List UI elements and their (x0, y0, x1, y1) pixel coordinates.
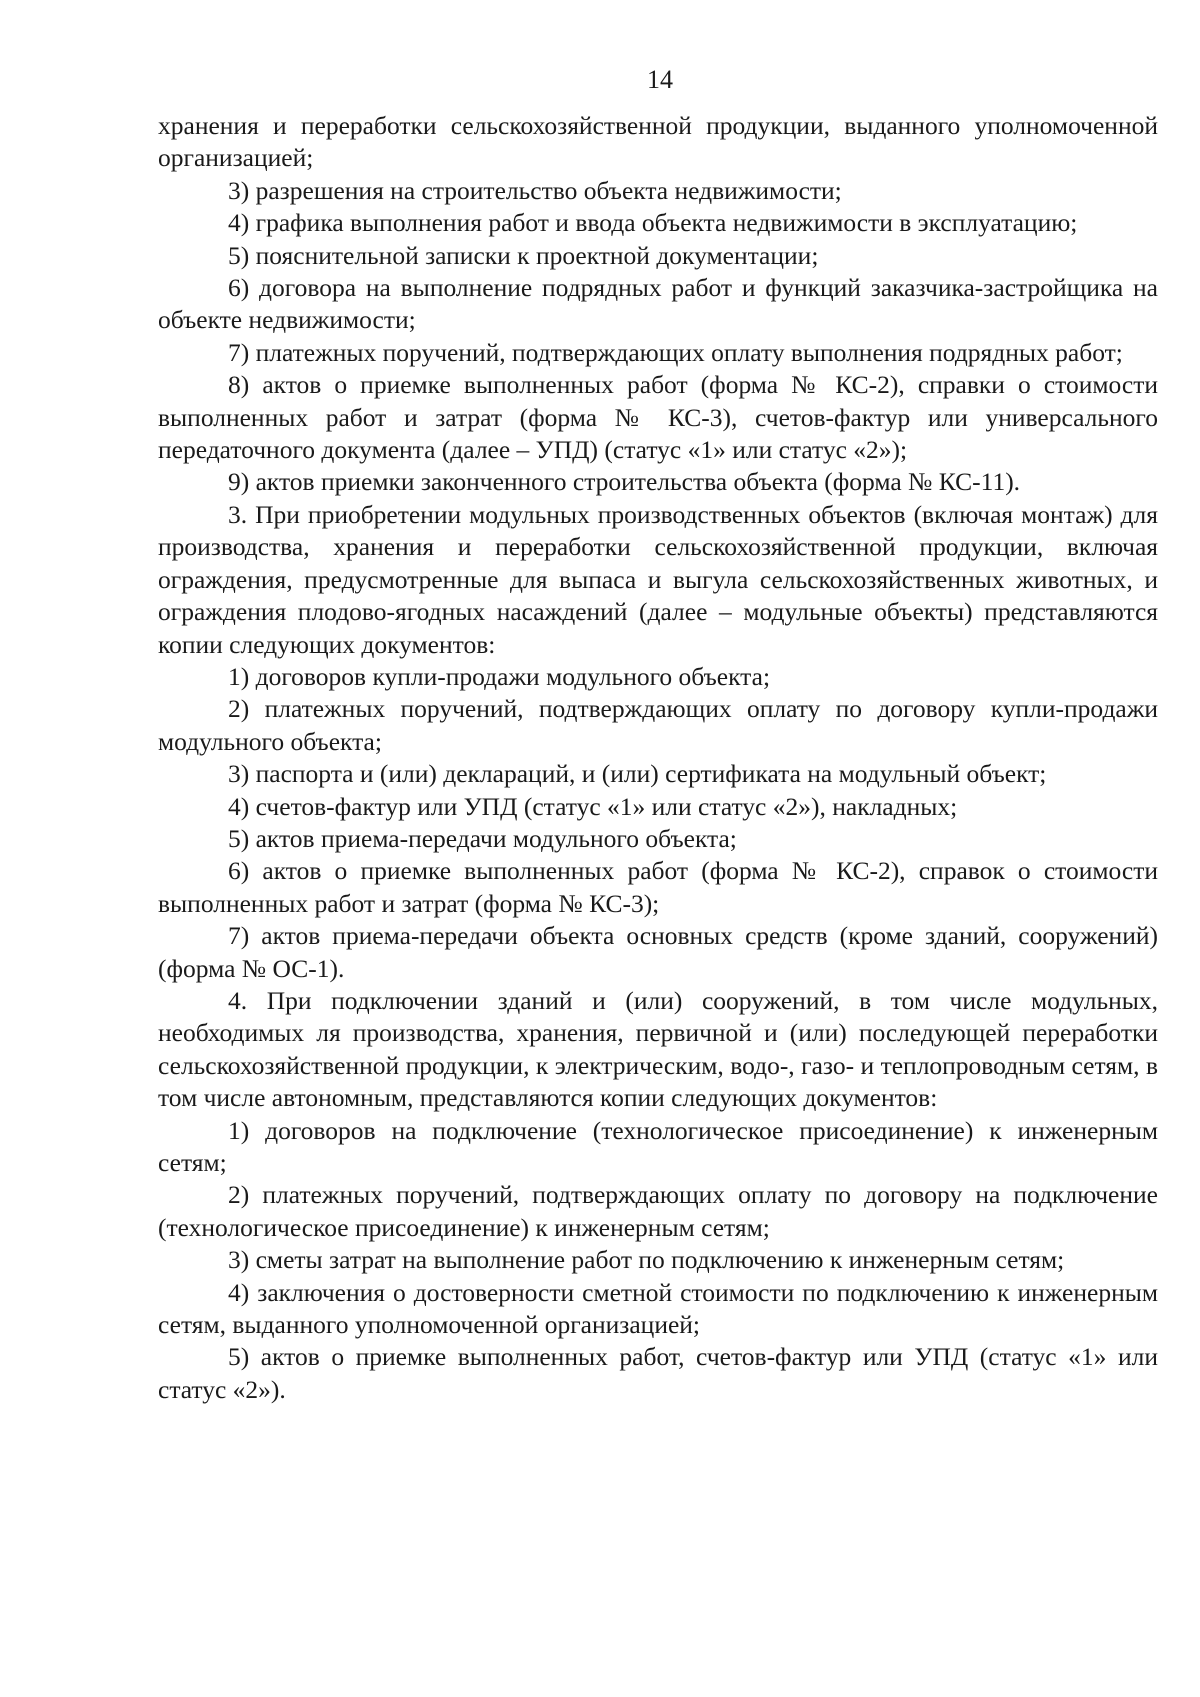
list-item-final-acts: 5) актов о приемке выполненных работ, счетов-фактур или УПД (статус «1» или статус «2»). (158, 1342, 1158, 1404)
page-number: 14 (647, 65, 673, 94)
list-item-passport: 3) паспорта и (или) деклараций, и (или) сертификата на модульный объект; (228, 759, 1047, 789)
list-item-cost-estimate: 3) сметы затрат на выполнение работ по подключению к инженерным сетям; (228, 1245, 1065, 1275)
list-item-explanatory-note: 5) пояснительной записки к проектной документации; (228, 240, 819, 270)
list-item-sale-payment-orders: 2) платежных поручений, подтверждающих оплату по договору купли-продажи модульного объекта; (158, 694, 1158, 756)
list-item-sale-contracts: 1) договоров купли-продажи модульного объекта; (228, 661, 771, 691)
list-item-construction-permit: 3) разрешения на строительство объекта недвижимости; (228, 175, 842, 205)
list-item-work-schedule: 4) графика выполнения работ и ввода объекта недвижимости в эксплуатацию; (228, 208, 1078, 238)
list-item-completion-acts: 9) актов приемки законченного строительства объекта (форма № КС-11). (228, 467, 1021, 497)
section-4-heading: 4. При подключении зданий и (или) сооружений, в том числе модульных, необходимых ля производства, хранения, первичной и (или) последующей переработки сельскохозяйственной продукции, к электрическим, водо-, газо- и теплопроводным сетям, в том числе автономным, представляются копии следующих документов: (158, 985, 1158, 1113)
list-item-payment-orders: 7) платежных поручений, подтверждающих оплату выполнения подрядных работ; (228, 337, 1123, 367)
list-item-connection-contracts: 1) договоров на подключение (технологическое присоединение) к инженерным сетям; (158, 1115, 1158, 1177)
list-item-connection-payments: 2) платежных поручений, подтверждающих оплату по договору на подключение (технологическое присоединение) к инженерным сетям; (158, 1180, 1158, 1242)
section-3-heading: 3. При приобретении модульных производственных объектов (включая монтаж) для производства, хранения и переработки сельскохозяйственной продукции, включая ограждения, предусмотренные для выпаса и выгула сельскохозяйственных животных, и ограждения плодово-ягодных насаждений (далее – модульные объекты) представляются копии следующих документов: (158, 499, 1158, 659)
list-item-estimate-conclusion: 4) заключения о достоверности сметной стоимости по подключению к инженерным сетям, выданного уполномоченной организацией; (158, 1277, 1158, 1340)
paragraph-continuation: хранения и переработки сельскохозяйственной продукции, выданного уполномоченной организацией; (158, 111, 1158, 173)
list-item-acceptance-acts: 8) актов о приемке выполненных работ (форма № КС-2), справки о стоимости выполненных работ и затрат (форма № КС-3), счетов-фактур или универсального передаточного документа (далее – УПД) (статус «1» или статус «2»); (158, 370, 1158, 465)
list-item-invoices: 4) счетов-фактур или УПД (статус «1» или статус «2»), накладных; (228, 791, 958, 821)
list-item-contract: 6) договора на выполнение подрядных работ и функций заказчика-застройщика на объекте недвижимости; (158, 273, 1158, 335)
list-item-transfer-acts: 5) актов приема-передачи модульного объекта; (228, 823, 737, 853)
list-item-ks2-ks3: 6) актов о приемке выполненных работ (форма № КС-2), справок о стоимости выполненных работ и затрат (форма № КС-3); (158, 856, 1158, 918)
list-item-os1: 7) актов приема-передачи объекта основных средств (кроме зданий, сооружений) (форма № ОС-1). (158, 921, 1158, 983)
document-body (158, 110, 1158, 1406)
